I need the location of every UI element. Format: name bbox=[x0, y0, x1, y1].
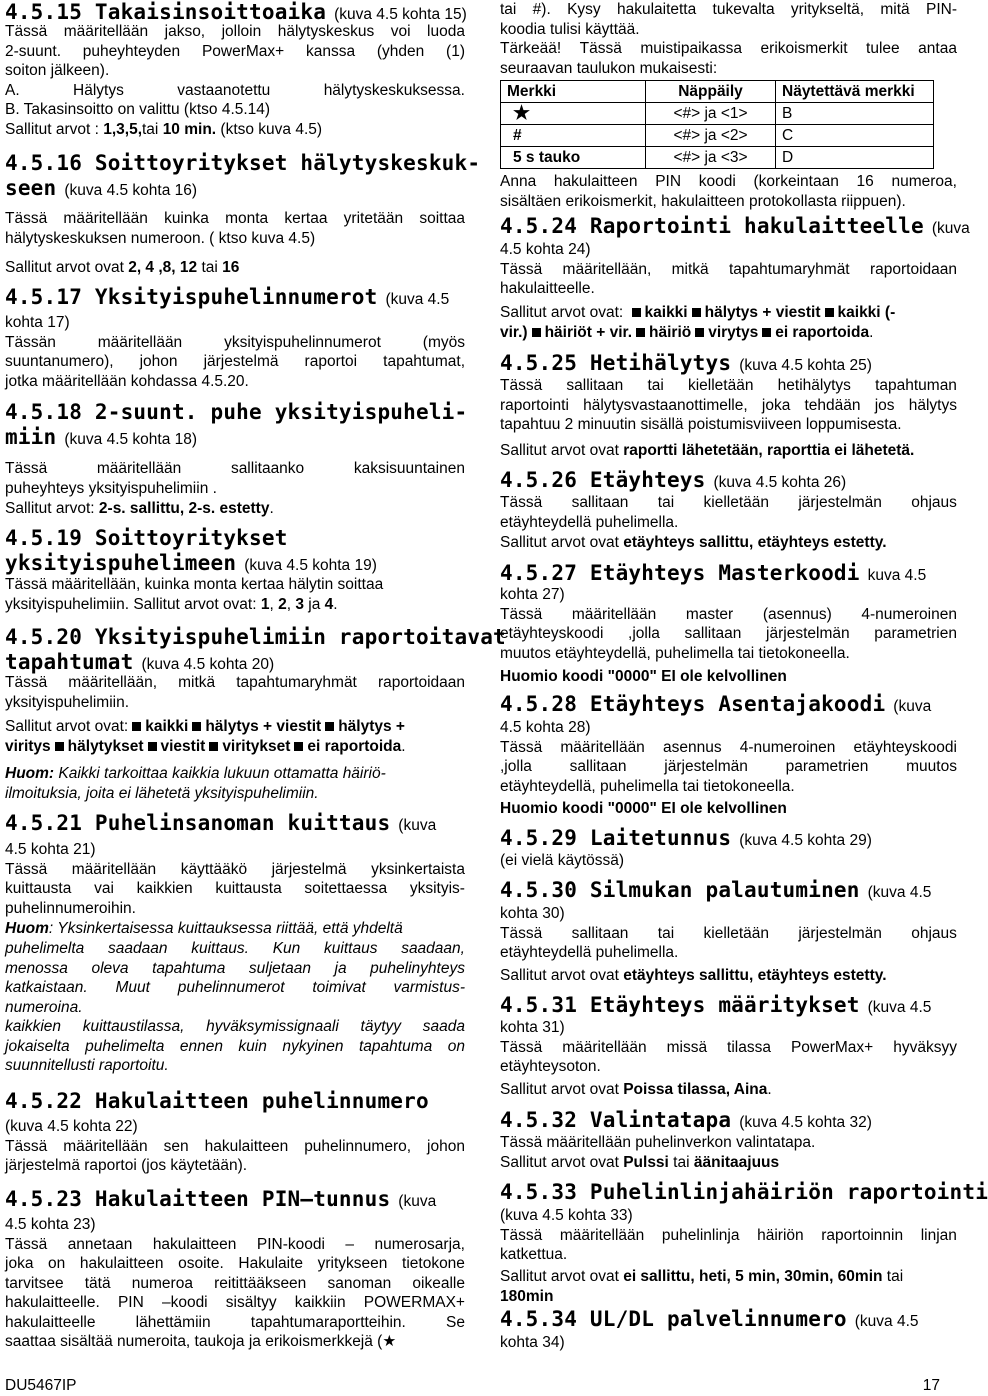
body-paragraph bbox=[500, 493, 957, 532]
text-line: etäyhteyskoodi ,jolla sallitaan järjestelmän parametrien bbox=[500, 625, 957, 642]
section-heading: 4.5.15 Takaisinsoittoaika (kuva 4.5 kohta 15) bbox=[5, 0, 467, 24]
body-paragraph bbox=[500, 1018, 957, 1077]
body-paragraph bbox=[500, 240, 957, 299]
text-line: etäyhteysoton. bbox=[500, 1058, 601, 1075]
text-line: menossa oleva tapahtuma suljetaan ja puhelinyhteys bbox=[5, 959, 465, 977]
text-line: (kuva 4.5 kohta 33) bbox=[500, 1207, 633, 1224]
body-paragraph bbox=[5, 840, 465, 918]
body-line: viritys hälytykset viestit viritykset ei raportoida. bbox=[5, 738, 406, 755]
table-cell: 5 s tauko bbox=[501, 147, 646, 169]
text-line: kaikkien kuittaustilassa, hyväksymissignaali täytyy saada bbox=[5, 1018, 465, 1035]
body-paragraph bbox=[5, 22, 465, 120]
text-line: puhelinnumeroihin. bbox=[5, 899, 136, 917]
body-line: Sallitut arvot ovat etäyhteys sallittu, etäyhteys estetty. bbox=[500, 967, 887, 984]
text-line: Tässä määritellään asennus 4-numeroinen etäyhteyskoodi bbox=[500, 738, 957, 756]
text-line: puhelimelta saadaan kuittaus. Kun kuittaus saadaan, bbox=[5, 940, 465, 957]
text-line: raportointi hälytysvastaanottimelle, joka tehdään jos hälytys bbox=[500, 396, 957, 414]
text-line: kohta 27) bbox=[500, 586, 565, 603]
text-line: Tässän määritellään yksityispuhelinnumerot (myös bbox=[5, 333, 465, 351]
text-line: 2-suunt. puheyhteyden PowerMax+ kanssa (yhden (1) bbox=[5, 42, 465, 60]
text-line: ,jolla sallitaan järjestelmän parametrien muutos bbox=[500, 758, 957, 775]
text-line: (kuva 4.5 kohta 22) bbox=[5, 1118, 138, 1135]
text-line: soiton jälkeen). bbox=[5, 62, 110, 79]
body-paragraph bbox=[5, 313, 465, 391]
text-line: kohta 30) bbox=[500, 905, 565, 922]
text-line: Tässä määritellään jakso, jolloin hälytyskeskus voi luoda bbox=[5, 23, 465, 40]
text-line: Tässä määritellään, mitkä tapahtumaryhmät raportoidaan bbox=[5, 674, 465, 691]
text-line: kohta 17) bbox=[5, 314, 70, 331]
body-line: Sallitut arvot ovat ei sallittu, heti, 5 min, 30min, 60min tai bbox=[500, 1268, 904, 1285]
body-paragraph bbox=[500, 1333, 957, 1353]
body-line: Sallitut arvot ovat: kaikki hälytys + viestit kaikki (- bbox=[500, 304, 896, 321]
table-header: Merkki bbox=[501, 81, 646, 103]
body-line: Sallitut arvot : 1,3,5,tai 10 min. (ktso kuva 4.5) bbox=[5, 121, 323, 138]
body-paragraph bbox=[500, 585, 957, 663]
body-line: ilmoituksia, joita ei lähetetä yksityispuhelimiin. bbox=[5, 785, 319, 802]
table-cell: <#> ja <1> bbox=[646, 103, 776, 125]
section-heading: 4.5.18 2-suunt. puhe yksityispuheli- miin (kuva 4.5 kohta 18) bbox=[5, 400, 468, 449]
section-heading: 4.5.21 Puhelinsanoman kuittaus (kuva bbox=[5, 811, 437, 835]
text-line: (ei vielä käytössä) bbox=[500, 852, 625, 869]
text-line: Tässä määritellään, mitkä tapahtumaryhmät raportoidaan bbox=[500, 260, 957, 278]
section-heading: 4.5.31 Etäyhteys määritykset (kuva 4.5 bbox=[500, 993, 932, 1017]
text-line: Tässä sallitaan tai kielletään järjestelmän ohjaus bbox=[500, 924, 957, 942]
section-heading: 4.5.34 UL/DL palvelinnumero (kuva 4.5 bbox=[500, 1307, 919, 1331]
text-line: katkettua. bbox=[500, 1246, 568, 1263]
body-paragraph bbox=[500, 0, 957, 78]
text-line: kohta 31) bbox=[500, 1019, 565, 1036]
text-line: jokaiselta puhelimelta ennen kuin nykyinen tapahtuma on bbox=[5, 1037, 465, 1055]
section-heading: 4.5.28 Etäyhteys Asentajakoodi (kuva bbox=[500, 692, 932, 716]
text-line: seuraavan taulukon mukaisesti: bbox=[500, 59, 718, 77]
text-line: 4.5 kohta 23) bbox=[5, 1216, 96, 1233]
body-line: 180min bbox=[500, 1288, 554, 1305]
table-cell: B bbox=[776, 103, 934, 125]
table-cell: C bbox=[776, 125, 934, 147]
body-paragraph bbox=[5, 575, 465, 595]
body-paragraph bbox=[500, 376, 957, 435]
text-line: sisältäen erikoismerkit, hakulaitteen protokollasta riippuen). bbox=[500, 192, 906, 210]
text-line: Tässä määritellään missä tilassa PowerMax+ hyväksyy bbox=[500, 1038, 957, 1056]
text-line: muutos etäyhteydellä, puhelimella tai tietokoneella. bbox=[500, 644, 850, 662]
body-line: Huom: Yksinkertaisessa kuittauksessa riittää, että yhdeltä bbox=[5, 920, 403, 937]
text-line: Tässä sallitaan tai kielletään hetihälytys tapahtuman bbox=[500, 377, 957, 394]
text-line: Tässä määritellään puhelinverkon valintatapa. bbox=[500, 1134, 816, 1151]
body-line: Sallitut arvot ovat etäyhteys sallittu, etäyhteys estetty. bbox=[500, 534, 887, 551]
text-line: kuittausta vai kaikkien kuittausta soitettaessa yksityis- bbox=[5, 880, 465, 897]
text-line: 4.5 kohta 28) bbox=[500, 719, 591, 736]
body-line: Sallitut arvot ovat Pulssi tai äänitaajuus bbox=[500, 1154, 780, 1171]
section-heading: 4.5.27 Etäyhteys Masterkoodi kuva 4.5 bbox=[500, 561, 927, 585]
body-paragraph bbox=[500, 1206, 957, 1265]
body-paragraph bbox=[5, 939, 465, 1076]
body-paragraph bbox=[5, 459, 465, 498]
text-line: hälytyskeskuksen numeroon. ( ktso kuva 4.5) bbox=[5, 229, 316, 247]
body-paragraph bbox=[5, 1117, 465, 1176]
body-line: Sallitut arvot ovat: kaikki hälytys + viestit hälytys + bbox=[5, 718, 405, 735]
text-line: tarvitsee tätä numeroa reitittääkseen sanoman oikealle bbox=[5, 1274, 465, 1292]
table-row bbox=[501, 103, 934, 125]
text-line: Tärkeää! Tässä muistipaikassa erikoismerkit tulee antaa bbox=[500, 40, 957, 57]
text-line: 4.5 kohta 21) bbox=[5, 841, 96, 858]
text-line: Tässä määritellään sallitaanko kaksisuuntainen bbox=[5, 460, 465, 477]
section-heading: 4.5.16 Soittoyritykset hälytyskeskuk- seen (kuva 4.5 kohta 16) bbox=[5, 151, 481, 200]
table-row bbox=[501, 147, 934, 169]
text-line: A. Hälytys vastaanotettu hälytyskeskuksessa. bbox=[5, 81, 465, 99]
table-row bbox=[501, 125, 934, 147]
text-line: yksityispuhelimiin. bbox=[5, 693, 130, 711]
body-paragraph bbox=[500, 904, 957, 963]
text-line: etäyhteydellä puhelimella. bbox=[500, 513, 679, 531]
body-paragraph bbox=[500, 172, 957, 211]
text-line: järjestelmä raportoi (jos käytetään). bbox=[5, 1157, 248, 1174]
section-heading: 4.5.19 Soittoyritykset yksityispuhelimeen (kuva 4.5 kohta 19) bbox=[5, 526, 377, 575]
text-line: katkaistaan. Muut puhelinnumerot toimivat varmistus- bbox=[5, 979, 465, 996]
body-paragraph bbox=[500, 851, 957, 871]
section-heading: 4.5.30 Silmukan palautuminen (kuva 4.5 bbox=[500, 878, 932, 902]
section-heading: 4.5.23 Hakulaitteen PIN–tunnus (kuva bbox=[5, 1187, 437, 1211]
section-heading: 4.5.20 Yksityispuhelimiin raportoitavat tapahtumat (kuva 4.5 kohta 20) bbox=[5, 625, 506, 674]
body-line: Huomio koodi "0000" EI ole kelvollinen bbox=[500, 800, 787, 817]
section-heading: 4.5.26 Etäyhteys (kuva 4.5 kohta 26) bbox=[500, 468, 847, 492]
section-heading: 4.5.22 Hakulaitteen puhelinnumero bbox=[5, 1089, 429, 1113]
text-line: tapahtuu 2 minuutin sisällä poistumisviiveen loppumisesta. bbox=[500, 416, 902, 433]
text-line: Anna hakulaitteen PIN koodi (korkeintaan 16 numeroa, bbox=[500, 173, 957, 190]
body-paragraph bbox=[500, 718, 957, 796]
text-line: B. Takasinsoitto on valittu (ktso 4.5.14) bbox=[5, 101, 271, 118]
table-header: Näppäily bbox=[646, 81, 776, 103]
table-cell: ★ bbox=[501, 103, 646, 125]
text-line: Tässä määritellään kuinka monta kertaa yritetään soittaa bbox=[5, 210, 465, 227]
text-line: Tässä määritellään puhelinlinja häiriön raportoinnin linjan bbox=[500, 1226, 957, 1244]
text-line: Tässä määritellään, kuinka monta kertaa hälytin soittaa bbox=[5, 576, 384, 593]
body-line: Sallitut arvot ovat 2, 4 ,8, 12 tai 16 bbox=[5, 259, 240, 276]
section-heading: 4.5.24 Raportointi hakulaitteelle (kuva bbox=[500, 214, 970, 238]
document-code: DU5467IP bbox=[5, 1377, 77, 1394]
section-heading: 4.5.32 Valintatapa (kuva 4.5 kohta 32) bbox=[500, 1108, 872, 1132]
body-line: yksityispuhelimiin. Sallitut arvot ovat: 1, 2, 3 ja 4. bbox=[5, 596, 338, 613]
text-line: hakulaitteelle lähettämiin tapahtumaraportteihin. Se bbox=[5, 1313, 465, 1331]
table-header: Näytettävä merkki bbox=[776, 81, 934, 103]
text-line: joka on hakulaitteen osoite. Hakulaite yritykseen tietokone bbox=[5, 1255, 465, 1272]
text-line: etäyhteydellä, puhelimella tai tietokoneella. bbox=[500, 777, 795, 795]
body-line: Sallitut arvot: 2-s. sallittu, 2-s. estetty. bbox=[5, 500, 274, 517]
body-line: Huom: Kaikki tarkoittaa kaikkia lukuun ottamatta häiriö- bbox=[5, 765, 386, 782]
text-line: Tässä määritellään käyttääkö järjestelmä yksinkertaista bbox=[5, 860, 465, 878]
text-line: etäyhteydellä puhelimella. bbox=[500, 944, 679, 961]
text-line: saattaa sisältää numeroita, taukoja ja erikoismerkkejä (★ bbox=[5, 1333, 397, 1350]
body-paragraph bbox=[5, 1215, 465, 1352]
section-heading: 4.5.25 Hetihälytys (kuva 4.5 kohta 25) bbox=[500, 351, 872, 375]
section-heading: 4.5.17 Yksityispuhelinnumerot (kuva 4.5 bbox=[5, 285, 450, 309]
text-line: Tässä määritellään master (asennus) 4-numeroinen bbox=[500, 605, 957, 623]
text-line: koodia tulisi käyttää. bbox=[500, 20, 640, 38]
body-paragraph bbox=[5, 209, 465, 248]
section-heading: 4.5.33 Puhelinlinjahäiriön raportointi bbox=[500, 1180, 988, 1204]
text-line: numeroina. bbox=[5, 998, 83, 1016]
text-line: jotka määritellään kohdassa 4.5.20. bbox=[5, 372, 249, 390]
text-line: suunnitellusti raportoitu. bbox=[5, 1057, 169, 1074]
table-cell: <#> ja <2> bbox=[646, 125, 776, 147]
text-line: hakulaitteelle. bbox=[500, 280, 595, 297]
text-line: hakulaitteelle. PIN –koodi sisältyy kaikkiin POWERMAX+ bbox=[5, 1294, 465, 1311]
body-line: Sallitut arvot ovat Poissa tilassa, Aina. bbox=[500, 1081, 772, 1098]
table-cell: # bbox=[501, 125, 646, 147]
text-line: Tässä sallitaan tai kielletään järjestelmän ohjaus bbox=[500, 494, 957, 511]
body-line: Sallitut arvot ovat raportti lähetetään, raporttia ei lähetetä. bbox=[500, 442, 915, 459]
body-paragraph bbox=[5, 673, 465, 712]
text-line: suuntanumero), johon järjestelmä raportoi tapahtumat, bbox=[5, 353, 465, 370]
table-cell: <#> ja <3> bbox=[646, 147, 776, 169]
special-character-table bbox=[500, 80, 957, 169]
text-line: tai #). Kysy hakulaitetta tukevalta yritykseltä, mitä PIN- bbox=[500, 1, 957, 18]
text-line: puheyhteys yksityispuhelimiin . bbox=[5, 479, 217, 497]
body-line: Huomio koodi "0000" EI ole kelvollinen bbox=[500, 668, 787, 685]
text-line: 4.5 kohta 24) bbox=[500, 241, 591, 258]
text-line: Tässä annetaan hakulaitteen PIN-koodi – numerosarja, bbox=[5, 1235, 465, 1253]
body-paragraph bbox=[500, 1133, 957, 1153]
body-line: vir.) häiriöt + vir. häiriö virytys ei raportoida. bbox=[500, 324, 874, 341]
section-heading: 4.5.29 Laitetunnus (kuva 4.5 kohta 29) bbox=[500, 826, 872, 850]
text-line: kohta 34) bbox=[500, 1334, 565, 1351]
page-number: 17 bbox=[922, 1377, 940, 1394]
table-cell: D bbox=[776, 147, 934, 169]
text-line: Tässä määritellään sen hakulaitteen puhelinnumero, johon bbox=[5, 1137, 465, 1155]
